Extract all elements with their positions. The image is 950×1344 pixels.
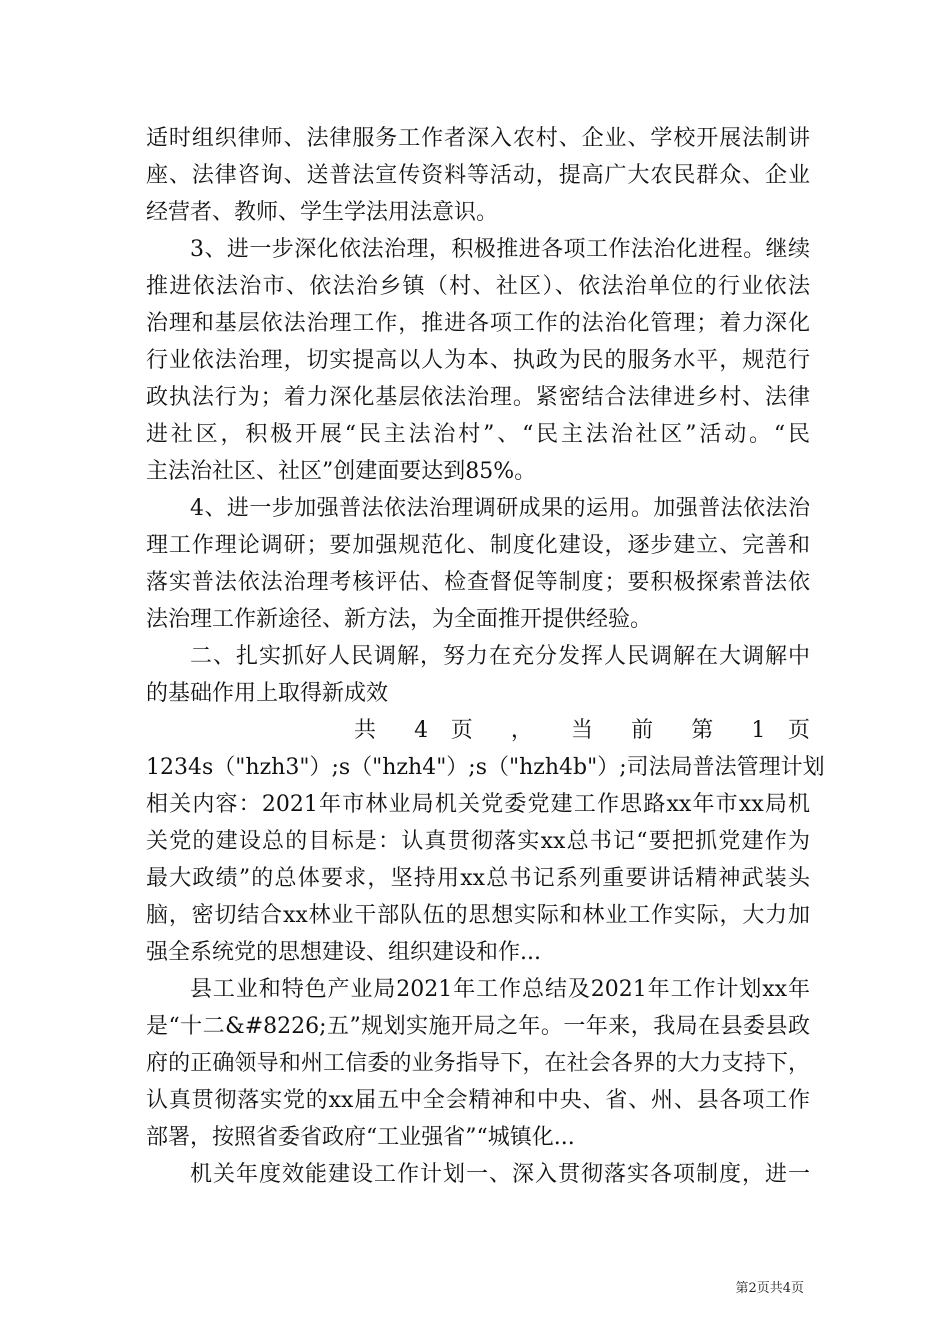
text-line: 落实普法依法治理考核评估、检查督促等制度；要积极探索普法依 bbox=[146, 570, 810, 595]
text-line: 府的正确领导和州工信委的业务指导下，在社会各界的大力支持下， bbox=[146, 1051, 810, 1076]
page-number-footer: 第2页共4页 bbox=[735, 1281, 804, 1296]
text-line: 适时组织律师、法律服务工作者深入农村、企业、学校开展法制讲 bbox=[146, 126, 810, 151]
text-line: 强全系统党的思想建设、组织建设和作... bbox=[146, 940, 541, 965]
text-line: 行业依法治理，切实提高以人为本、执政为民的服务水平，规范行 bbox=[146, 348, 810, 373]
text-line: 相关内容：2021年市林业局机关党委党建工作思路xx年市xx局机 bbox=[146, 792, 810, 817]
text-line: 经营者、教师、学生学法用法意识。 bbox=[146, 200, 499, 225]
text-line: 部署，按照省委省政府“工业强省”“城镇化... bbox=[146, 1125, 575, 1150]
text-line: 是“十二&#8226;五”规划实施开局之年。一年来，我局在县委县政 bbox=[146, 1014, 810, 1039]
text-line: 推进依法治市、依法治乡镇（村、社区）、依法治单位的行业依法 bbox=[146, 274, 810, 299]
text-line: 最大政绩”的总体要求，坚持用xx总书记系列重要讲话精神武装头 bbox=[146, 866, 810, 891]
related-article-title: 县工业和特色产业局2021年工作总结及2021年工作计划xx年 bbox=[190, 977, 810, 1002]
paragraph-heading-3: 3、进一步深化依法治理，积极推进各项工作法治化进程。继续 bbox=[190, 237, 810, 262]
related-article-title: 机关年度效能建设工作计划一、深入贯彻落实各项制度，进一 bbox=[190, 1162, 810, 1187]
text-line: 政执法行为；着力深化基层依法治理。紧密结合法律进乡村、法律 bbox=[146, 385, 810, 410]
text-line: 法治理工作新途径、新方法，为全面推开提供经验。 bbox=[146, 607, 653, 632]
text-line: 的基础作用上取得新成效 bbox=[146, 681, 389, 706]
paragraph-heading-4: 4、进一步加强普法依法治理调研成果的运用。加强普法依法治 bbox=[190, 496, 810, 521]
text-line: 关党的建设总的目标是：认真贯彻落实xx总书记“要把抓党建作为 bbox=[146, 829, 810, 854]
text-line: 主法治社区、社区”创建面要达到85%。 bbox=[146, 459, 537, 484]
document-body bbox=[146, 120, 825, 1193]
page-counter-text: 共 4 页 ， 当 前 第 1 页 bbox=[354, 718, 810, 743]
text-line: 治理和基层依法治理工作，推进各项工作的法治化管理；着力深化 bbox=[146, 311, 810, 336]
text-line: 认真贯彻落实党的xx届五中全会精神和中央、省、州、县各项工作 bbox=[146, 1088, 810, 1113]
text-line: 1234s（"hzh3"）;s（"hzh4"）;s（"hzh4b"）;司法局普法管理计划 bbox=[146, 755, 825, 780]
text-line: 进社区，积极开展“民主法治村”、“民主法治社区”活动。“民 bbox=[146, 422, 810, 447]
text-line: 脑，密切结合xx林业干部队伍的思想实际和林业工作实际，大力加 bbox=[146, 903, 810, 928]
text-line: 座、法律咨询、送普法宣传资料等活动，提高广大农民群众、企业 bbox=[146, 163, 810, 188]
text-line: 理工作理论调研；要加强规范化、制度化建设，逐步建立、完善和 bbox=[146, 533, 810, 558]
section-heading-2: 二、扎实抓好人民调解，努力在充分发挥人民调解在大调解中 bbox=[190, 644, 810, 669]
